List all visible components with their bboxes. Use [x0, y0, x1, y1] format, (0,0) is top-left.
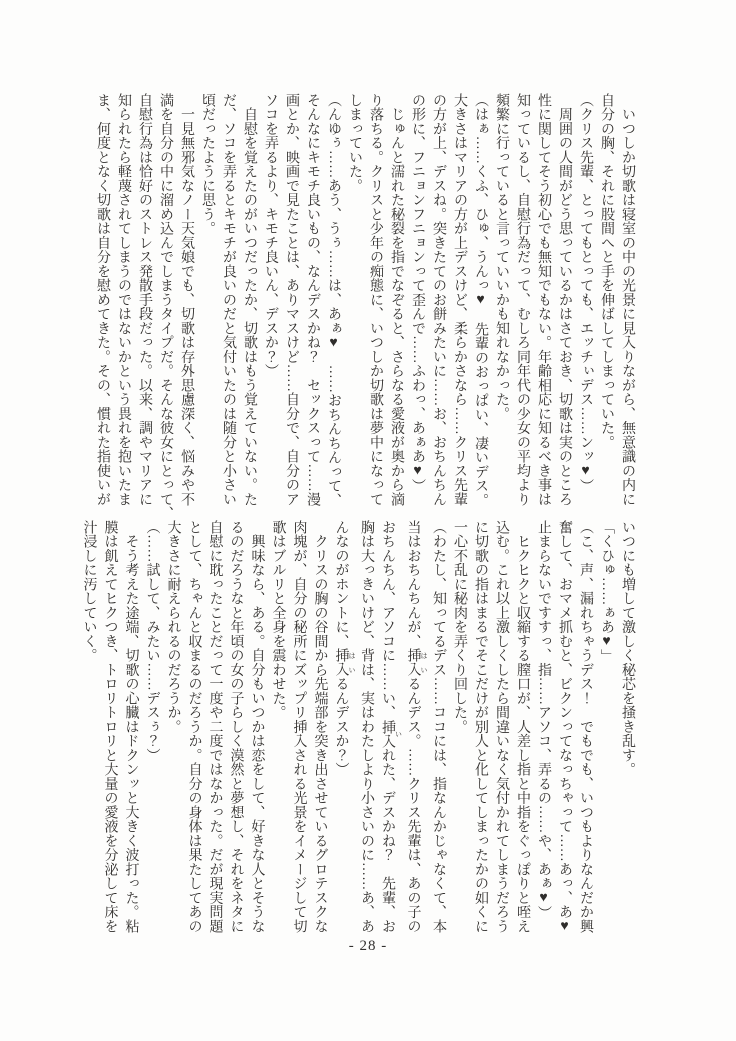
text-column: の方が上、デスね。突きたてのお餅みたいに……お、おちんちん [431, 93, 446, 507]
text-column: 性に関してそう初心でも無知でもない。年齢相応に知るべき事は [536, 93, 551, 507]
text-column: として、ちゃんと収まるのだろうか。自分の身体は果たしてあの [186, 520, 202, 934]
text-column: 画とか、映画で見たことは、ありマスけど……自分で、自分のア [284, 93, 299, 507]
text-column: 知られたら軽蔑されてしまうのではないかという畏れを抱いたま [116, 93, 131, 507]
text-column: 頻繁に行っていると言っていいかも知れなかった。 [494, 93, 509, 421]
text-column: 肉塊が、自分の秘所にズップリ挿入される光景をイメージして切 [291, 520, 307, 934]
text-column: に切歌の指はまるでそこだけが別人と化してしまったかの如くに [473, 520, 488, 934]
text-column: そう考えた途端、切歌の心臓はドクンッと大きく波打った。粘 [123, 520, 139, 934]
text-column: 込む。これ以上激しくしたら間違いなく気付かれてしまうだろう [494, 520, 509, 934]
lower-text-block [79, 520, 639, 934]
text-column: 周囲の人間がどう思っているかはさておき、切歌は実のところ [557, 93, 572, 507]
text-column: 自慰を覚えたのがいつだったか、切歌はもう覚えていない。た [242, 93, 257, 507]
text-column: 自慰行為は恰好のストレス発散手段だった。以来、調やマリアに [137, 93, 152, 507]
text-column: 当はおちんちんが、挿入 はいるんデス。……クリス先輩は、あの子の [405, 520, 428, 934]
text-column: ソコを弄るより、キモチ良いん、デスか？） [263, 93, 278, 378]
text-column: （わたし、知ってるデス……ココには、指なんかじゃなくて、本 [431, 520, 446, 934]
text-column: 止まらないですすっ、指……アソコ、弄るの……や、あぁ♥） [536, 520, 551, 920]
text-column: （クリス先輩、とってもとっても、エッチぃデス……ンッ♥） [578, 93, 593, 493]
text-column: ま、何度となく切歌は自分を慰めてきた。その、慣れた指使いが [95, 93, 110, 507]
text-column: 胸は大っきいけど、背は、実はわたしより小さいのに……あ、あ [359, 520, 374, 934]
text-column: 歌はブルリと全身を震わせた。 [270, 520, 286, 720]
text-column: 頃だったように思う。 [200, 93, 215, 236]
text-column: るのだろうなと年頃の女の子らしく漠然と夢想し、それをネタに [228, 520, 244, 934]
text-column: 一見無邪気なノー天気娘でも、切歌は存外思慮深く、悩みや不 [179, 93, 194, 507]
text-column: クリスの胸の谷間から先端部を突き出させているグロテスクな [312, 520, 328, 934]
text-column: 奮して、おマメ抓むと、ビクンってなっちゃって……あっ、あ♥ [557, 520, 572, 935]
text-column: いつしか切歌は寝室の中の光景に見入りながら、無意識の内に [620, 93, 635, 507]
text-column: 満を自分の中に溜め込んでしまうタイプだ。そんな彼女にとって、 [158, 93, 173, 521]
text-column: 大きさに耐えられるのだろうか。 [165, 520, 181, 734]
text-column: んなのがホントに、挿入 はいるんデスか？） [333, 520, 356, 777]
text-column: 自分の胸、それに股間へと手を伸ばしてしまっていた。 [599, 93, 614, 450]
text-column: 汁浸しに汚していく。 [81, 520, 97, 663]
text-column: 自慰に耽ったことだって一度や二度ではなかった。だが現実問題 [207, 520, 223, 934]
text-column: じゅんと濡れた秘裂を指でなぞると、さらなる愛液が奥から滴 [389, 93, 404, 507]
text-column: ヒクヒクと収縮する膣口が、人差し指と中指をぐっぽりと咥え [515, 520, 530, 934]
page-number: - 28 - [348, 938, 388, 954]
text-column: （……試して、みたい……デスぅ？） [144, 520, 160, 763]
text-column: （はぁ……くふ、ひゅ、うんっ♥ 先輩のおっぱい、凄いデス。 [473, 93, 488, 508]
text-column: り落ちる。クリスと少年の痴態に、いつしか切歌は夢中になって [368, 93, 383, 507]
text-column: （こ、声、漏れちゃうデス！ でもでも、いつもよりなんだか興 [578, 520, 593, 934]
text-column: だ、ソコを弄るとキモチが良いのだと気付いたのは随分と小さい [221, 93, 236, 507]
upper-text-block [92, 93, 638, 521]
text-column: 「くひゅ……ぁあ♥」 [599, 520, 614, 664]
text-column: （んゆぅ……あう、うぅ……は、あぁ♥ ……おちんちんって、 [326, 93, 341, 508]
text-column: そんなにキモチ良いもの、なんデスかね？ セックスって……漫 [305, 93, 320, 507]
text-column: 一心不乱に秘肉を弄くり回した。 [452, 520, 467, 734]
text-column: 知っているし、自慰行為だって、むしろ同年代の少女の平均より [515, 93, 530, 507]
text-column: おちんちん、アソコに……い、挿入 いれた、デスかね？ 先輩、お [380, 520, 403, 934]
text-column: いつにも増して激しく秘芯を掻き乱す。 [620, 520, 635, 777]
text-column: 大きさはマリアの方が上デスけど、柔らかさなら……クリス先輩 [452, 93, 467, 507]
text-column: の形に、フニョンフニョンって歪んで……ふわっ、あぁあ♥） [410, 93, 425, 493]
text-column: 興味なら、ある。自分もいつかは恋をして、好きな人とそうな [249, 520, 265, 934]
text-column: 膜は飢えてヒクつき、トロリトロリと大量の愛液を分泌して床を [102, 520, 118, 934]
text-column: しまっていた。 [347, 93, 362, 193]
